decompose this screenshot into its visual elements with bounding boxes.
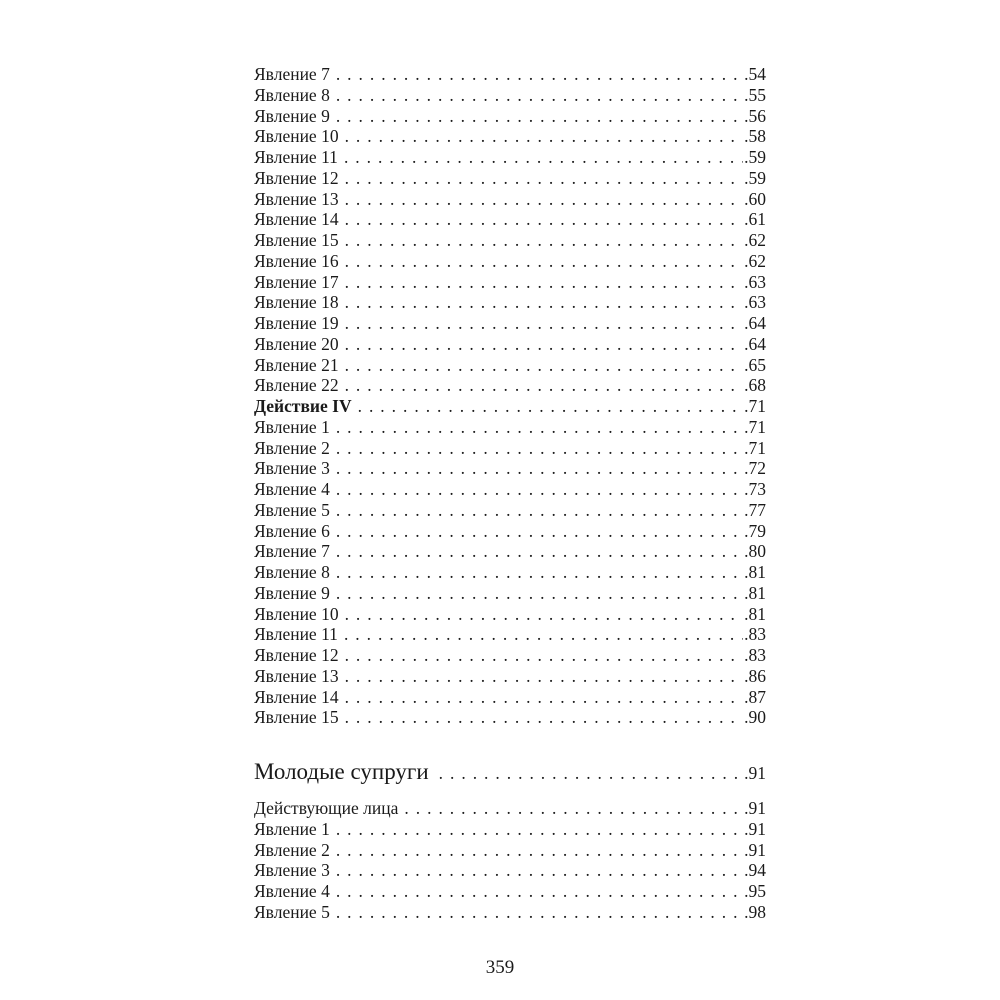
toc-entry [254,840,766,861]
toc-entry-page-ref: .81 [744,562,766,582]
dot-leader [338,624,743,645]
dot-leader [330,562,743,583]
toc-entry-label: Явление 19 [254,313,339,333]
toc-entry-label: Явление 8 [254,562,330,582]
toc-entry [254,272,766,293]
toc-entry-label: Явление 10 [254,603,339,624]
toc-entry [254,313,766,334]
toc-entry-label: Явление 5 [254,901,330,922]
dot-leader [330,438,743,459]
toc-entry [254,230,766,251]
toc-entry-page-ref: .61 [744,209,766,230]
toc-entry [254,687,766,708]
dot-leader [339,189,744,210]
dot-leader [339,645,744,666]
toc-entry-page-ref: .71 [744,396,766,416]
dot-leader [330,902,743,923]
toc-entry-page-ref: .56 [744,105,766,126]
toc-entry [254,334,766,355]
dot-leader [330,881,743,902]
toc-entry [254,819,766,840]
toc-entry-page-ref: .86 [744,665,766,686]
toc-entry-page-ref: .94 [744,860,766,881]
dot-leader [330,500,743,521]
toc-entry [254,479,766,500]
page-number: 359 [485,957,515,978]
toc-entry-label: Явление 17 [254,271,339,292]
toc-entry-page-ref: .79 [744,520,766,541]
toc-entry [254,375,766,396]
dot-leader [330,106,743,127]
toc-entry [254,189,766,210]
toc-entry-label: Явление 9 [254,582,330,603]
toc-entry-label: Явление 3 [254,458,330,479]
toc-entry-label: Явление 21 [254,354,339,375]
toc-entry-label: Явление 16 [254,250,339,271]
toc-list-top [254,64,766,728]
toc-entry [254,521,766,542]
toc-entry-label: Явление 22 [254,375,339,396]
dot-leader [339,666,744,687]
toc-entry-page-ref: .81 [744,582,766,603]
toc-entry [254,798,766,819]
toc-entry-label: Явление 11 [254,147,338,167]
dot-leader [339,334,744,355]
toc-entry-page-ref: .87 [744,686,766,707]
section-page-ref: .91 [744,763,766,783]
toc-entry-label: Явление 2 [254,839,330,860]
dot-leader [339,292,744,313]
toc-entry-page-ref: .63 [744,292,766,313]
toc-entry-page-ref: .77 [744,499,766,520]
toc-entry-label: Действие IV [254,396,352,416]
dot-leader [330,840,743,861]
toc-entry-page-ref: .62 [744,250,766,271]
dot-leader [398,798,743,819]
toc-entry-label: Явление 14 [254,686,339,707]
toc-entry [254,707,766,728]
toc-entry [254,355,766,376]
toc-entry-page-ref: .91 [744,839,766,860]
toc-entry-label: Явление 5 [254,499,330,520]
toc-entry [254,860,766,881]
toc-entry-label: Явление 20 [254,333,339,354]
toc-entry-page-ref: .90 [744,707,766,728]
dot-leader [339,707,744,728]
toc-entry-page-ref: .81 [744,603,766,624]
toc-entry-page-ref: .71 [744,416,766,437]
section-heading [254,757,766,787]
toc-entry-page-ref: .59 [744,147,766,167]
toc-entry-label: Явление 14 [254,209,339,230]
toc-entry-label: Явление 12 [254,645,339,665]
toc-entry-label: Явление 10 [254,126,339,147]
toc-list-bottom [254,798,766,923]
toc-entry-page-ref: .83 [744,624,766,645]
toc-entry-page-ref: .64 [744,313,766,333]
dot-leader [330,64,743,85]
toc-entry [254,251,766,272]
dot-leader [330,521,743,542]
toc-entry-label: Явление 1 [254,818,330,839]
dot-leader [330,479,743,500]
section-title: Молодые супруги [254,759,429,784]
toc-entry-label: Явление 11 [254,624,338,645]
toc-entry [254,541,766,562]
toc-entry-page-ref: .91 [744,798,766,818]
toc-entry-label: Явление 18 [254,292,339,313]
toc-entry [254,458,766,479]
toc-entry-label: Явление 2 [254,437,330,458]
dot-leader [339,168,744,189]
toc-entry-label: Явление 1 [254,416,330,437]
toc-act-heading [254,396,766,417]
dot-leader [339,126,744,147]
toc-entry-page-ref: .91 [744,818,766,839]
toc-entry-page-ref: .60 [744,188,766,209]
toc-entry [254,147,766,168]
toc-entry [254,126,766,147]
dot-leader [339,209,744,230]
toc-entry-label: Явление 3 [254,860,330,881]
dot-leader [339,272,744,293]
toc-entry-label: Явление 4 [254,479,330,499]
dot-leader [330,541,743,562]
toc-entry-page-ref: .63 [744,271,766,292]
toc-entry [254,438,766,459]
toc-entry [254,209,766,230]
toc-entry-label: Явление 4 [254,881,330,901]
toc-entry-page-ref: .62 [744,230,766,250]
dot-leader [339,375,744,396]
toc-entry-page-ref: .80 [744,541,766,562]
dot-leader [330,417,743,438]
toc-entry-page-ref: .72 [744,458,766,479]
toc-entry-label: Явление 15 [254,707,339,728]
dot-leader [339,355,744,376]
toc-entry-label: Явление 8 [254,84,330,105]
toc-entry-page-ref: .58 [744,126,766,147]
dot-leader [330,458,743,479]
dot-leader [330,583,743,604]
dot-leader [339,230,744,251]
toc-entry-page-ref: .64 [744,333,766,354]
toc-entry-page-ref: .55 [744,84,766,105]
toc-entry [254,604,766,625]
dot-leader [339,251,744,272]
dot-leader [429,758,744,788]
dot-leader [330,85,743,106]
toc-entry [254,168,766,189]
toc-entry [254,583,766,604]
toc-entry [254,562,766,583]
toc-entry [254,624,766,645]
toc-entry [254,292,766,313]
toc-entry-page-ref: .54 [744,64,766,84]
dot-leader [352,396,744,417]
toc-entry-page-ref: .95 [744,881,766,901]
toc-entry-label: Явление 12 [254,167,339,188]
toc-entry-page-ref: .73 [744,479,766,499]
toc-entry-page-ref: .83 [744,645,766,665]
toc-entry [254,500,766,521]
toc-entry-page-ref: .68 [744,375,766,396]
dot-leader [330,819,743,840]
toc-entry-label: Явление 13 [254,665,339,686]
toc-entry [254,417,766,438]
dot-leader [330,860,743,881]
toc-entry-label: Явление 15 [254,230,339,250]
toc-entry-label: Явление 7 [254,64,330,84]
toc-entry-label: Явление 9 [254,105,330,126]
toc-entry-label: Явление 13 [254,188,339,209]
toc-entry-label: Явление 6 [254,520,330,541]
toc-entry-page-ref: .71 [744,437,766,458]
toc-entry-page-ref: .65 [744,354,766,375]
toc-entry [254,64,766,85]
toc-entry [254,902,766,923]
toc-entry [254,106,766,127]
toc-entry-label: Явление 7 [254,541,330,562]
toc-entry [254,85,766,106]
toc-entry [254,666,766,687]
dot-leader [339,313,744,334]
toc-entry [254,645,766,666]
dot-leader [339,604,744,625]
toc-entry-label: Действующие лица [254,798,399,818]
toc-entry-page-ref: .59 [744,167,766,188]
toc-entry-page-ref: .98 [744,901,766,922]
dot-leader [338,147,743,168]
dot-leader [339,687,744,708]
toc-entry [254,881,766,902]
